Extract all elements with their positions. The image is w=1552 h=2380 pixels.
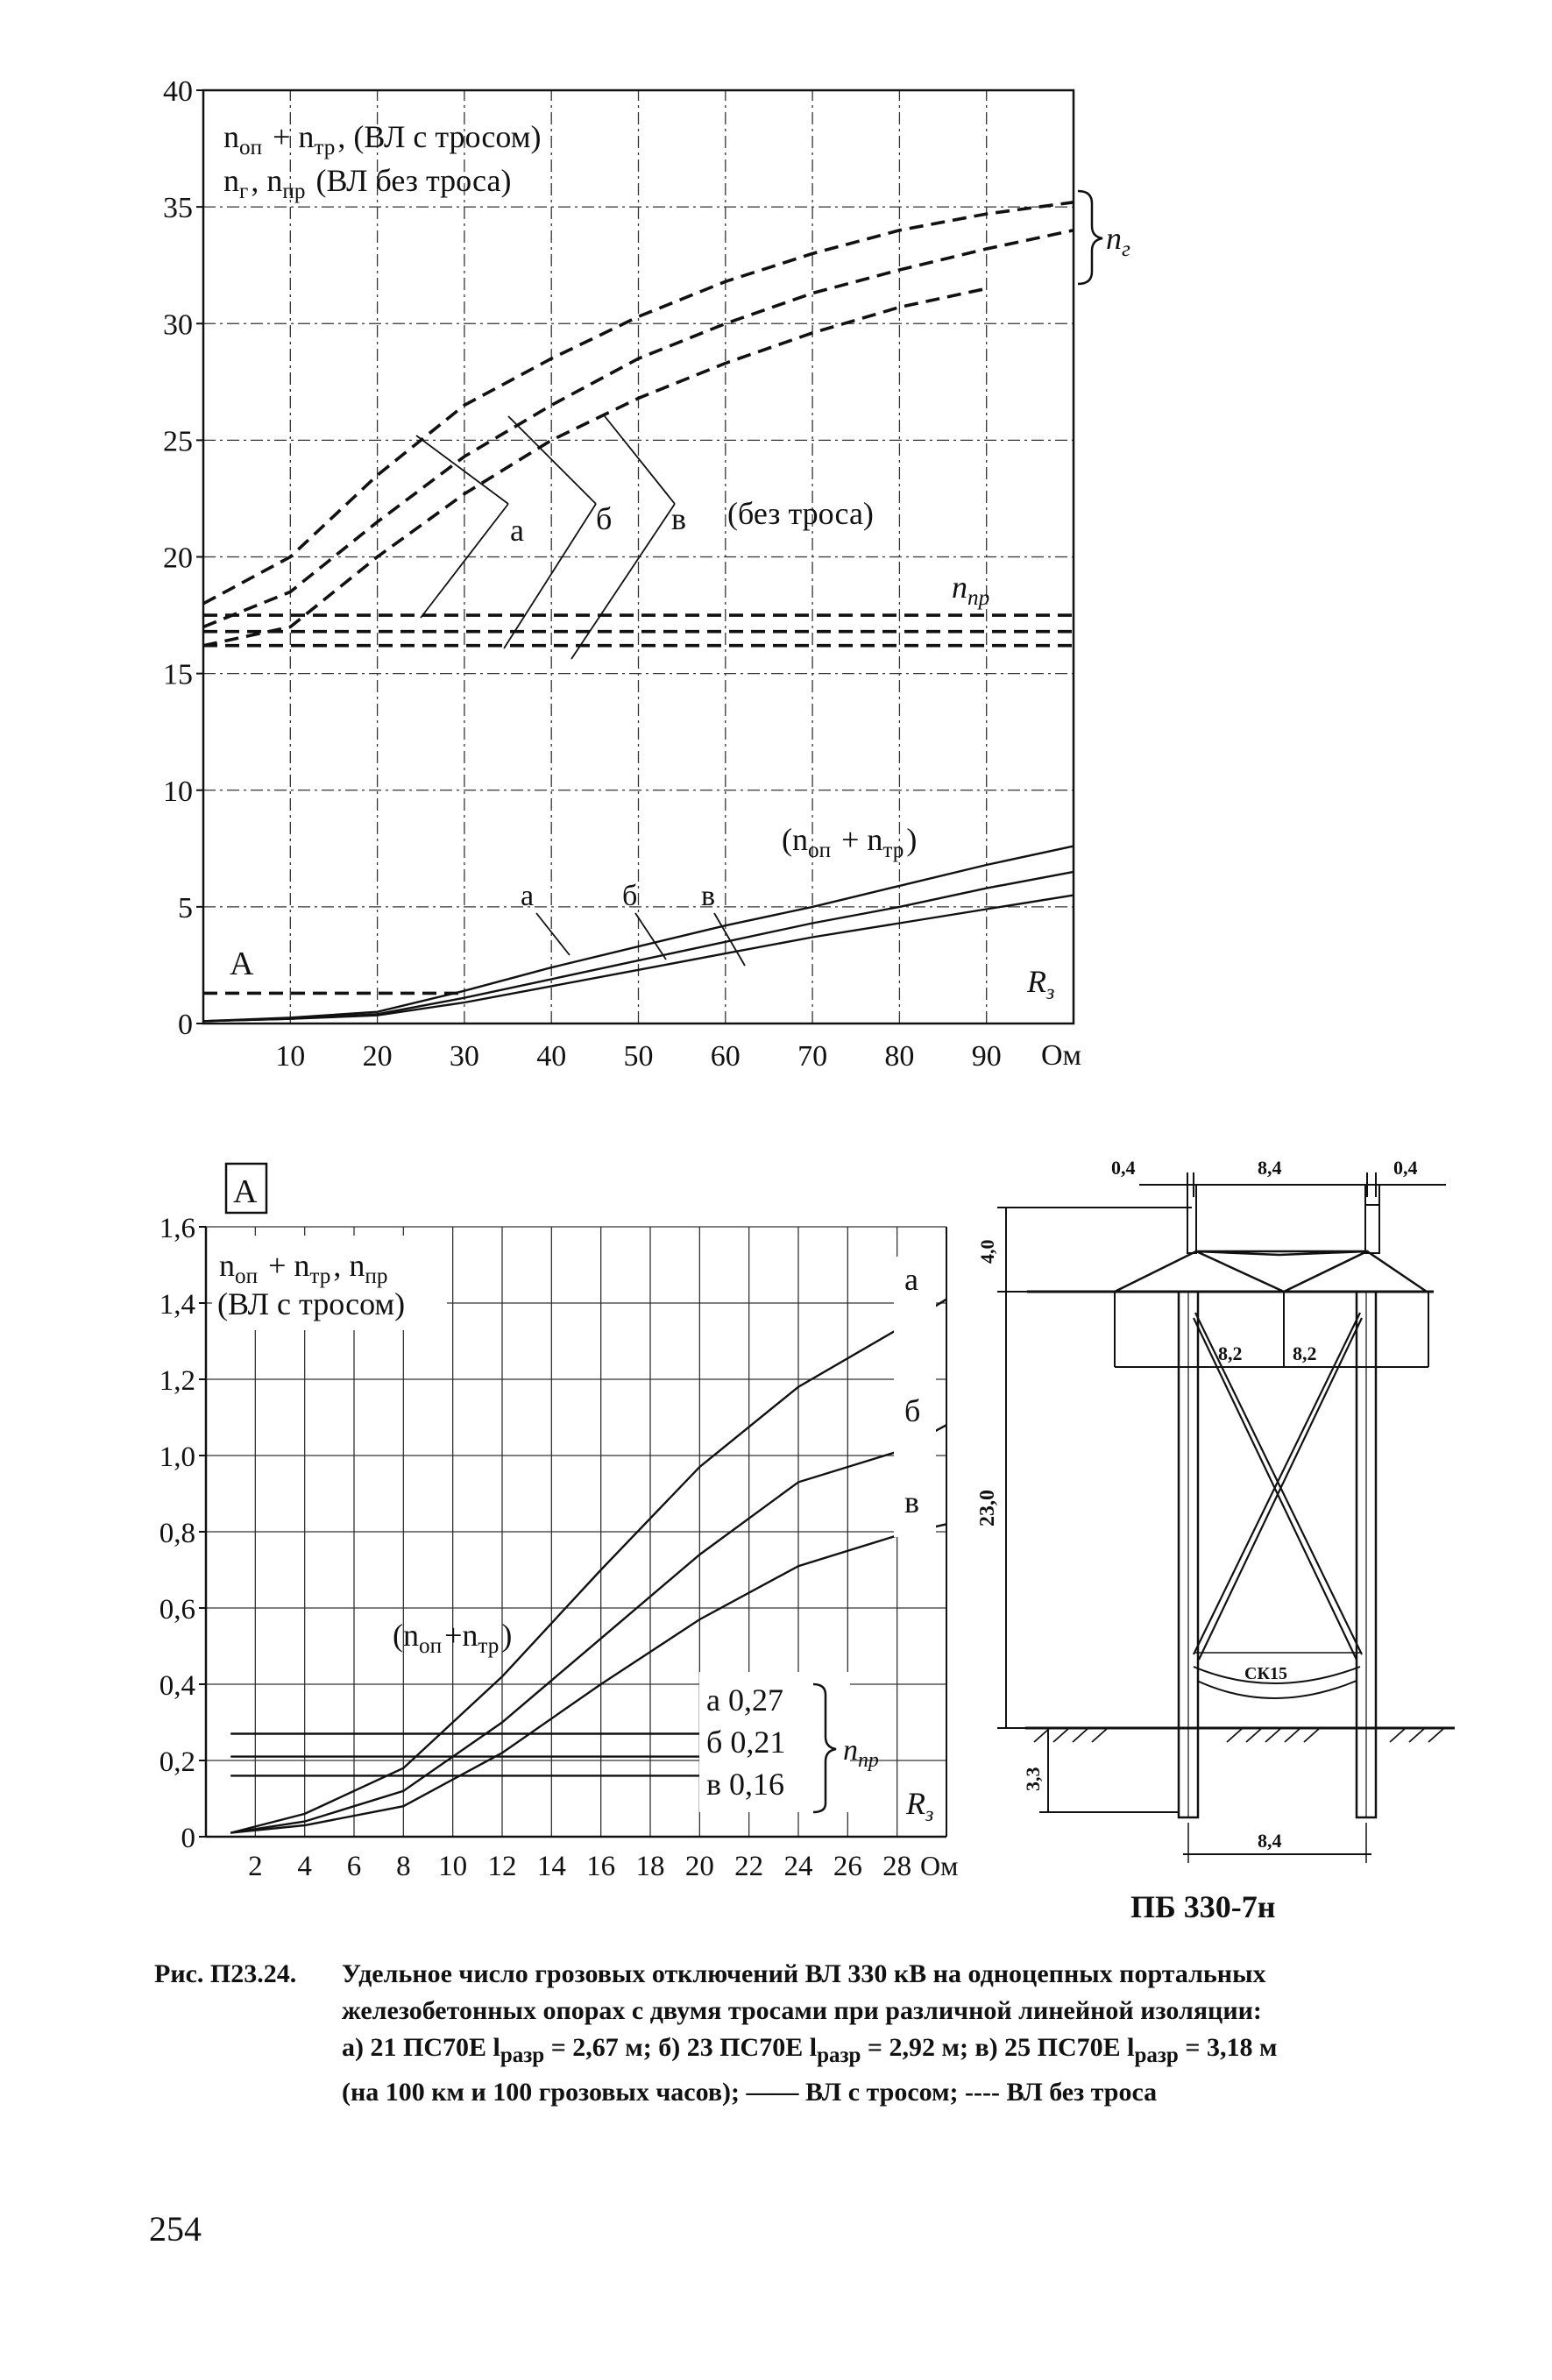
top-legend-line2: $n_г$ , $n_{пр}$ (ВЛ без троса): [223, 163, 512, 203]
inset-chart: [0, 1104, 982, 1893]
npr-value-a: а 0,27: [706, 1682, 783, 1718]
page-number: 254: [149, 2209, 202, 2249]
inset-legend-line2: (ВЛ с тросом): [217, 1286, 406, 1321]
ground-hatch: [1034, 1728, 1444, 1742]
inset-x-tick-label: 24: [783, 1851, 813, 1882]
top-grid: [203, 90, 1074, 1024]
inset-title: А: [233, 1173, 258, 1210]
brace-label: СК15: [1244, 1664, 1287, 1683]
inset-marker: А: [230, 946, 254, 982]
dim-top-left: 0,4: [1111, 1157, 1136, 1179]
dim-half-right: 8,2: [1293, 1342, 1317, 1364]
npr-label: $n_{пр}$: [952, 570, 990, 610]
inset-x-tick-label: 18: [635, 1851, 665, 1882]
top-x-tick-label: 80: [884, 1040, 915, 1073]
top-x-tick-label: 90: [971, 1040, 1002, 1073]
top-chart: [0, 0, 1552, 1104]
top-y-tick-label: 35: [163, 192, 193, 225]
leader-lines-lower: [536, 913, 745, 966]
top-y-tick-label: 5: [178, 891, 193, 924]
inset-x-tick-label: 4: [297, 1851, 312, 1882]
top-y-tick-label: 0: [178, 1009, 193, 1041]
ng-brace: [1078, 191, 1102, 284]
inset-y-tick-label: 1,2: [159, 1365, 195, 1397]
leader-lines-upper: [416, 416, 675, 659]
inset-y-tick-label: 1,6: [159, 1213, 195, 1244]
inset-x-tick-label: 16: [586, 1851, 616, 1882]
top-x-tick-label: 70: [797, 1040, 828, 1073]
inset-x-tick-label: 6: [346, 1851, 362, 1882]
low-label-v: в: [701, 880, 716, 912]
inset-xlabel: $R_з$: [906, 1786, 934, 1826]
npr-value-v: в 0,16: [706, 1767, 784, 1802]
dim-base: 8,4: [1258, 1830, 1282, 1852]
dim-top-right: 0,4: [1393, 1157, 1418, 1179]
top-x-tick-label: 30: [449, 1040, 479, 1073]
inset-x-tick-label: 10: [438, 1851, 468, 1882]
dim-half-left: 8,2: [1218, 1342, 1243, 1364]
top-x-tick-label: 10: [275, 1040, 306, 1073]
npr-value-b: б 0,21: [706, 1725, 786, 1760]
top-y-tick-label: 20: [163, 542, 193, 575]
top-legend-line1: $n_{оп}$ + $n_{тр}$ , (ВЛ с тросом): [223, 119, 542, 159]
top-xlabel: $R_з$: [1027, 964, 1055, 1004]
crossarm-truss: [1115, 1251, 1427, 1292]
inset-y-tick-label: 1,0: [159, 1441, 195, 1473]
caption-line4: (на 100 км и 100 грозовых часов); —— ВЛ с тросом; ---- ВЛ без троса: [342, 2078, 1158, 2107]
top-label-a: а: [510, 513, 524, 548]
low-label-a: а: [521, 880, 535, 912]
top-x-unit: Ом: [1041, 1039, 1082, 1072]
inset-x-tick-label: 26: [833, 1851, 862, 1882]
low-label-b: б: [622, 880, 638, 912]
inset-npr-label: $n_{пр}$: [843, 1734, 879, 1772]
caption-line3: а) 21 ПС70Е $l_{разр} = 2,67$ м; б) 23 ПС70Е $l_{разр} = 2,92$ м; в) 25 ПС70Е $l_{разр} = 3,18$ м: [342, 2033, 1278, 2067]
tower-name: ПБ 330-7н: [1130, 1889, 1276, 1919]
caption-line1: Рис. П23.24. Удельное число грозовых отключений ВЛ 330 кВ на одноцепных портальных: [154, 1956, 1451, 1993]
inset-label-v: в: [904, 1484, 919, 1519]
inset-x-unit: Ом: [920, 1850, 959, 1881]
dim-height-main: 23,0: [976, 1490, 999, 1526]
inset-legend-line1: $n_{оп}$ + $n_{тр}$ , $n_{пр}$: [219, 1248, 388, 1288]
inset-x-tick-label: 20: [684, 1851, 714, 1882]
inset-label-a: а: [904, 1262, 918, 1297]
tower-diagram: [964, 1130, 1455, 1919]
x-bracing: [1194, 1313, 1362, 1660]
inset-y-tick-label: 0,8: [159, 1518, 195, 1549]
top-label-v: в: [671, 501, 686, 536]
dim-height-top: 4,0: [976, 1239, 998, 1264]
figure-caption: [154, 1956, 1451, 2111]
inset-x-tick-label: 22: [734, 1851, 764, 1882]
with-wire-label: ($n_{оп}$ + $n_{тр}$ ): [782, 822, 918, 862]
inset-x-tick-label: 8: [396, 1851, 411, 1882]
inset-y-tick-label: 0: [181, 1823, 195, 1854]
inset-y-tick-label: 0,4: [159, 1670, 195, 1702]
dim-top-mid: 8,4: [1258, 1157, 1282, 1179]
no-wire-label: (без троса): [727, 496, 874, 531]
caption-lead: Рис. П23.24.: [154, 1959, 297, 1988]
top-ticks: [163, 75, 1002, 1073]
inset-with-wire-label: ($n_{оп}$ $+n_{тр}$ ): [393, 1618, 513, 1658]
dim-ground: 3,3: [1022, 1767, 1044, 1791]
top-y-tick-label: 30: [163, 308, 193, 342]
caption-line2: железобетонных опорах с двумя тросами при различной линейной изоляции:: [342, 1996, 1262, 2025]
inset-x-tick-label: 12: [487, 1851, 517, 1882]
top-y-tick-label: 40: [163, 75, 193, 108]
inset-x-tick-label: 28: [882, 1851, 912, 1882]
inset-label-b: б: [904, 1393, 921, 1428]
top-x-tick-label: 20: [362, 1040, 393, 1073]
inset-y-tick-label: 1,4: [159, 1289, 195, 1321]
top-x-tick-label: 60: [710, 1040, 741, 1073]
inset-y-tick-label: 0,6: [159, 1594, 195, 1626]
top-x-tick-label: 40: [536, 1040, 567, 1073]
top-series-2: [203, 288, 987, 645]
top-x-tick-label: 50: [623, 1040, 654, 1073]
top-y-tick-label: 25: [163, 425, 193, 458]
top-label-b: б: [596, 501, 613, 536]
top-y-tick-label: 10: [163, 775, 193, 808]
top-y-tick-label: 15: [163, 658, 193, 691]
inset-x-tick-label: 14: [536, 1851, 566, 1882]
ng-label: $n_г$: [1106, 221, 1130, 261]
inset-y-tick-label: 0,2: [159, 1746, 195, 1778]
inset-x-tick-label: 2: [248, 1851, 263, 1882]
